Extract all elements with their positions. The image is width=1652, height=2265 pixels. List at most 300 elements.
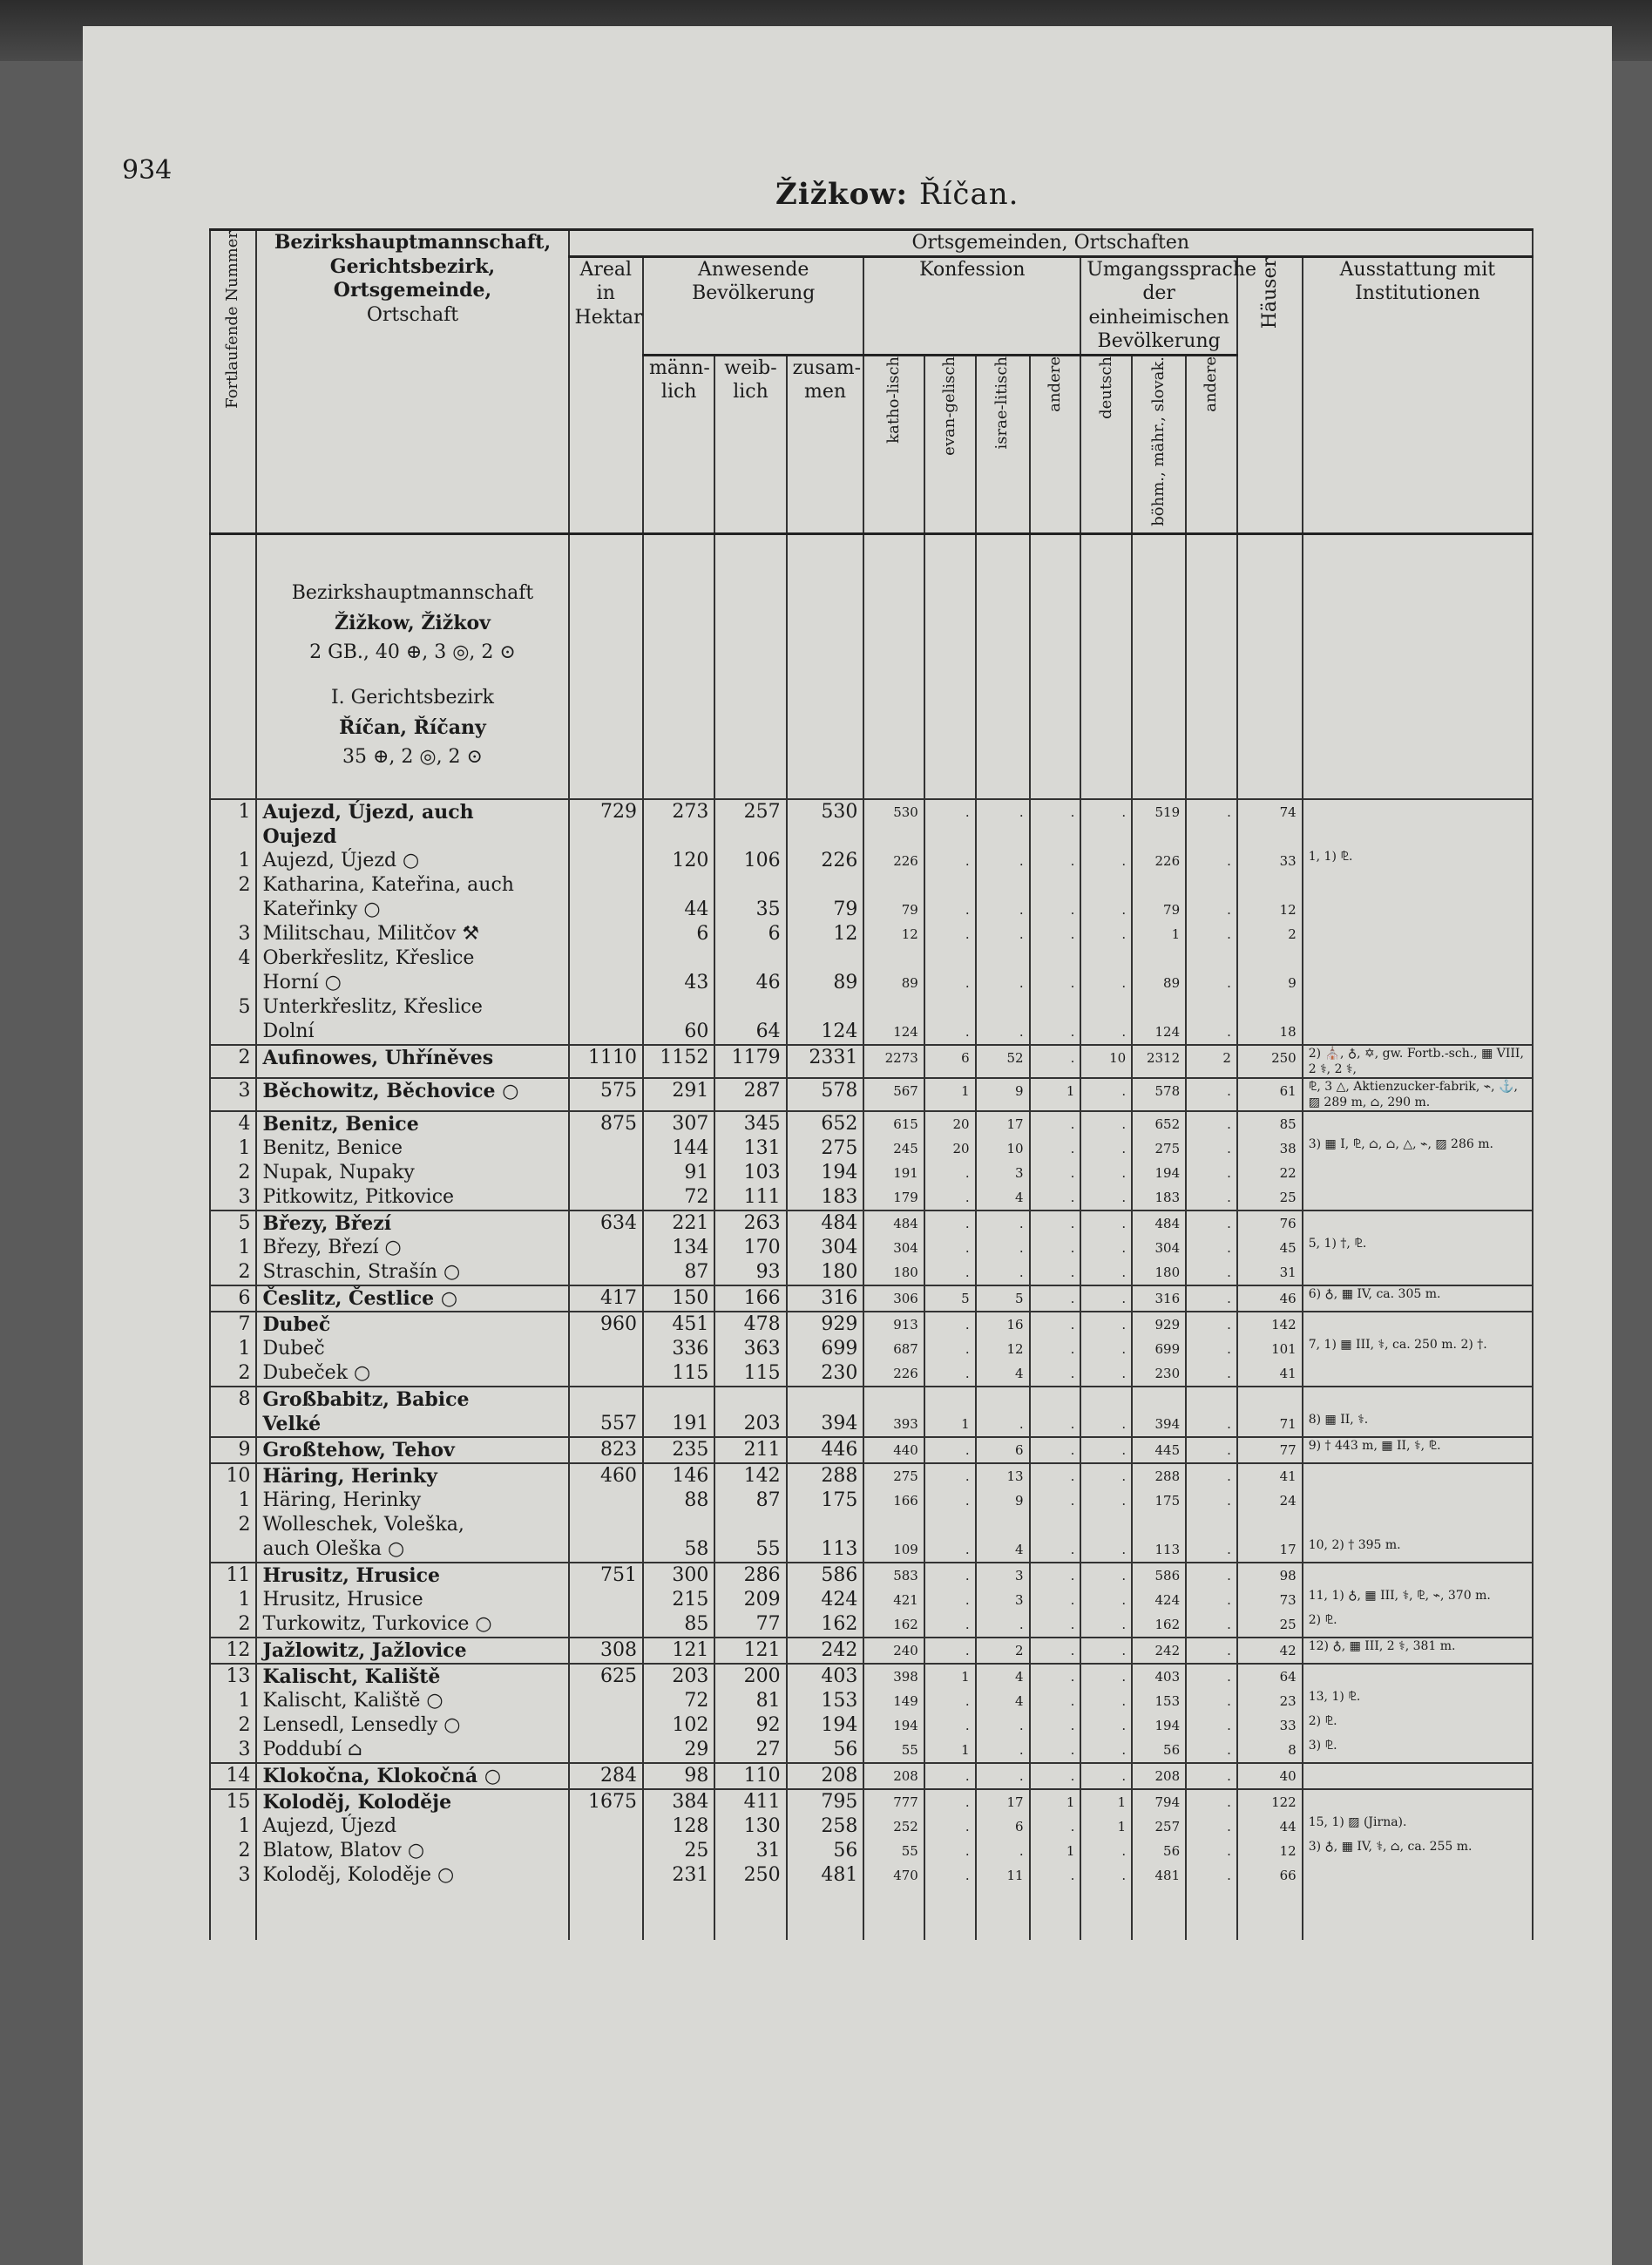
institutions-cell: 3) ⅊. — [1303, 1738, 1533, 1763]
institutions-cell — [1303, 873, 1533, 898]
other-confession-cell: . — [1030, 1111, 1081, 1136]
female-cell — [714, 1387, 786, 1412]
female-cell: 142 — [714, 1463, 786, 1489]
male-cell: 44 — [643, 898, 714, 922]
other-confession-cell: . — [1030, 1463, 1081, 1489]
german-cell: . — [1080, 1588, 1132, 1612]
row-number-cell: 3 — [210, 1078, 256, 1111]
female-cell — [714, 995, 786, 1020]
german-cell: . — [1080, 1537, 1132, 1563]
other-language-cell: . — [1186, 1638, 1237, 1664]
czech-cell: 578 — [1132, 1078, 1186, 1111]
israelite-cell: 5 — [976, 1285, 1030, 1312]
place-name-cell: Kalischt, Kaliště ○ — [256, 1689, 568, 1713]
catholic-cell: 226 — [863, 1361, 924, 1387]
other-confession-cell: . — [1030, 1863, 1081, 1888]
row-number-cell: 2 — [210, 1513, 256, 1537]
institutions-cell: 13, 1) ⅊. — [1303, 1689, 1533, 1713]
german-cell: . — [1080, 1337, 1132, 1361]
place-name-cell: Březy, Březí ○ — [256, 1236, 568, 1260]
table-row — [210, 1437, 1533, 1463]
czech-cell: 484 — [1132, 1210, 1186, 1236]
table-row — [210, 1136, 1533, 1161]
evangelical-cell — [924, 1387, 976, 1412]
israelite-cell: 2 — [976, 1638, 1030, 1664]
houses-cell: 41 — [1237, 1361, 1303, 1387]
institutions-cell — [1303, 1489, 1533, 1513]
israelite-cell: 3 — [976, 1563, 1030, 1588]
other-confession-cell: . — [1030, 1361, 1081, 1387]
area-cell: 729 — [569, 799, 644, 824]
female-cell: 92 — [714, 1713, 786, 1738]
other-language-cell: . — [1186, 1136, 1237, 1161]
area-cell — [569, 873, 644, 898]
total-cell: 316 — [787, 1285, 864, 1312]
row-number-cell: 12 — [210, 1638, 256, 1664]
czech-cell: 2312 — [1132, 1045, 1186, 1078]
total-cell: 652 — [787, 1111, 864, 1136]
male-cell: 1152 — [643, 1045, 714, 1078]
other-language-cell: . — [1186, 799, 1237, 824]
czech-cell: 304 — [1132, 1236, 1186, 1260]
other-language-cell: . — [1186, 1285, 1237, 1312]
catholic-cell: 567 — [863, 1078, 924, 1111]
area-cell — [569, 1863, 644, 1888]
total-cell: 162 — [787, 1612, 864, 1638]
czech-cell: 586 — [1132, 1563, 1186, 1588]
german-cell: . — [1080, 1463, 1132, 1489]
evangelical-cell: . — [924, 1361, 976, 1387]
catholic-cell: 777 — [863, 1789, 924, 1814]
evangelical-cell: 1 — [924, 1078, 976, 1111]
area-cell: 751 — [569, 1563, 644, 1588]
israelite-cell: 52 — [976, 1045, 1030, 1078]
male-cell: 235 — [643, 1437, 714, 1463]
other-confession-cell: . — [1030, 1437, 1081, 1463]
czech-cell: 288 — [1132, 1463, 1186, 1489]
area-cell: 284 — [569, 1763, 644, 1789]
male-cell: 115 — [643, 1361, 714, 1387]
czech-cell: 394 — [1132, 1412, 1186, 1437]
table-body — [210, 533, 1533, 1940]
houses-cell: 250 — [1237, 1045, 1303, 1078]
czech-cell: 519 — [1132, 799, 1186, 824]
other-confession-cell: . — [1030, 1285, 1081, 1312]
czech-cell: 242 — [1132, 1638, 1186, 1664]
table-row — [210, 1839, 1533, 1863]
other-language-cell: . — [1186, 1563, 1237, 1588]
czech-cell: 162 — [1132, 1612, 1186, 1638]
place-name-cell: Katharina, Kateřina, auch — [256, 873, 568, 898]
row-number-cell: 3 — [210, 1185, 256, 1210]
catholic-cell — [863, 1513, 924, 1537]
evangelical-cell: . — [924, 1437, 976, 1463]
other-language-cell: . — [1186, 1111, 1237, 1136]
czech-cell: 257 — [1132, 1814, 1186, 1839]
area-cell — [569, 1713, 644, 1738]
total-cell: 124 — [787, 1020, 864, 1045]
houses-cell: 77 — [1237, 1437, 1303, 1463]
area-cell — [569, 824, 644, 849]
evangelical-cell: . — [924, 1713, 976, 1738]
german-cell — [1080, 1513, 1132, 1537]
institutions-cell: 9) † 443 m, ▦ II, ⚕, ⅊. — [1303, 1437, 1533, 1463]
place-name-cell: Großbabitz, Babice — [256, 1387, 568, 1412]
place-name-cell: Pitkowitz, Pitkovice — [256, 1185, 568, 1210]
israelite-cell — [976, 1513, 1030, 1537]
table-row — [210, 1814, 1533, 1839]
czech-cell: 481 — [1132, 1863, 1186, 1888]
evangelical-cell: . — [924, 1839, 976, 1863]
german-cell: . — [1080, 1161, 1132, 1185]
male-cell: 60 — [643, 1020, 714, 1045]
other-confession-cell: . — [1030, 1664, 1081, 1689]
area-cell — [569, 1612, 644, 1638]
table-row — [210, 1412, 1533, 1437]
german-cell: . — [1080, 799, 1132, 824]
german-cell: . — [1080, 1689, 1132, 1713]
row-number-cell: 2 — [210, 1713, 256, 1738]
area-cell — [569, 1020, 644, 1045]
konfession-header: Konfession — [863, 256, 1080, 355]
total-cell: 180 — [787, 1260, 864, 1285]
male-cell: 72 — [643, 1689, 714, 1713]
total-cell: 304 — [787, 1236, 864, 1260]
catholic-cell: 530 — [863, 799, 924, 824]
male-cell: 336 — [643, 1337, 714, 1361]
houses-cell: 66 — [1237, 1863, 1303, 1888]
israelite-cell: 17 — [976, 1789, 1030, 1814]
place-name-cell: Oberkřeslitz, Křeslice — [256, 946, 568, 971]
houses-cell — [1237, 995, 1303, 1020]
catholic-cell: 166 — [863, 1489, 924, 1513]
german-cell: . — [1080, 1713, 1132, 1738]
german-cell: . — [1080, 1763, 1132, 1789]
table-row — [210, 824, 1533, 849]
other-confession-cell: . — [1030, 1738, 1081, 1763]
row-number-cell — [210, 898, 256, 922]
catholic-cell: 89 — [863, 971, 924, 995]
houses-cell: 44 — [1237, 1814, 1303, 1839]
institutions-cell — [1303, 1260, 1533, 1285]
houses-cell: 64 — [1237, 1664, 1303, 1689]
row-number-cell: 1 — [210, 1814, 256, 1839]
catholic-cell: 615 — [863, 1111, 924, 1136]
other-confession-cell: 1 — [1030, 1839, 1081, 1863]
area-cell: 1110 — [569, 1045, 644, 1078]
place-name-cell: Jažlowitz, Jažlovice — [256, 1638, 568, 1664]
german-cell: . — [1080, 1185, 1132, 1210]
place-name-cell: Dolní — [256, 1020, 568, 1045]
catholic-cell — [863, 1387, 924, 1412]
institutions-cell — [1303, 995, 1533, 1020]
german-cell: . — [1080, 1210, 1132, 1236]
institutions-cell — [1303, 1463, 1533, 1489]
houses-cell — [1237, 873, 1303, 898]
area-cell — [569, 849, 644, 873]
evangelical-cell: . — [924, 1537, 976, 1563]
houses-cell: 33 — [1237, 1713, 1303, 1738]
german-cell — [1080, 824, 1132, 849]
israelite-cell: 3 — [976, 1588, 1030, 1612]
other-confession-cell: 1 — [1030, 1078, 1081, 1111]
german-cell: . — [1080, 898, 1132, 922]
other-language-cell: . — [1186, 1260, 1237, 1285]
female-cell: 27 — [714, 1738, 786, 1763]
houses-cell — [1237, 946, 1303, 971]
table-row — [210, 1045, 1533, 1078]
total-cell — [787, 1513, 864, 1537]
female-cell — [714, 946, 786, 971]
row-number-cell — [210, 1020, 256, 1045]
evangelical-cell: . — [924, 849, 976, 873]
israelite-cell: . — [976, 849, 1030, 873]
other-confession-cell: . — [1030, 1814, 1081, 1839]
table-row — [210, 1689, 1533, 1713]
place-name-cell: Kalischt, Kaliště — [256, 1664, 568, 1689]
institutions-cell — [1303, 922, 1533, 946]
institutions-cell: 3) ▦ I, ⅊, ⌂, ⌂, △, ⌁, ▨ 286 m. — [1303, 1136, 1533, 1161]
male-cell: 121 — [643, 1638, 714, 1664]
german-cell: . — [1080, 1563, 1132, 1588]
institutions-cell — [1303, 1185, 1533, 1210]
female-cell: 211 — [714, 1437, 786, 1463]
other-language-cell: . — [1186, 898, 1237, 922]
total-cell: 175 — [787, 1489, 864, 1513]
german-cell: . — [1080, 1111, 1132, 1136]
total-cell: 446 — [787, 1437, 864, 1463]
table-row — [210, 971, 1533, 995]
other-confession-cell: . — [1030, 1612, 1081, 1638]
other-language-cell: . — [1186, 1537, 1237, 1563]
area-cell — [569, 1361, 644, 1387]
table-row — [210, 1185, 1533, 1210]
ausstattung-header: Ausstattung mit Institutionen — [1303, 256, 1533, 533]
czech-cell: 153 — [1132, 1689, 1186, 1713]
female-cell: 121 — [714, 1638, 786, 1664]
evangelical-cell: 20 — [924, 1136, 976, 1161]
catholic-cell — [863, 824, 924, 849]
houses-cell: 98 — [1237, 1563, 1303, 1588]
institutions-cell — [1303, 1020, 1533, 1045]
area-cell — [569, 1161, 644, 1185]
german-cell: . — [1080, 1312, 1132, 1337]
houses-cell: 41 — [1237, 1463, 1303, 1489]
israelite-cell: 16 — [976, 1312, 1030, 1337]
andere2-header: andere — [1186, 355, 1237, 533]
female-cell: 64 — [714, 1020, 786, 1045]
other-confession-cell: . — [1030, 1136, 1081, 1161]
houses-cell: 101 — [1237, 1337, 1303, 1361]
houses-cell: 85 — [1237, 1111, 1303, 1136]
houses-cell: 22 — [1237, 1161, 1303, 1185]
female-cell: 77 — [714, 1612, 786, 1638]
area-cell — [569, 1387, 644, 1412]
total-cell: 226 — [787, 849, 864, 873]
czech-cell: 316 — [1132, 1285, 1186, 1312]
israelite-cell: . — [976, 971, 1030, 995]
evangelical-cell: . — [924, 1337, 976, 1361]
table-row — [210, 1161, 1533, 1185]
kath-header: katho-lisch — [863, 355, 924, 533]
evangelical-cell: . — [924, 971, 976, 995]
total-cell: 481 — [787, 1863, 864, 1888]
row-number-cell: 1 — [210, 799, 256, 824]
place-name-cell: Velké — [256, 1412, 568, 1437]
houses-cell: 61 — [1237, 1078, 1303, 1111]
table-row — [210, 1738, 1533, 1763]
german-cell — [1080, 946, 1132, 971]
houses-cell: 8 — [1237, 1738, 1303, 1763]
place-name-cell: Benitz, Benice — [256, 1111, 568, 1136]
czech-cell: 445 — [1132, 1437, 1186, 1463]
evangelical-cell: 20 — [924, 1111, 976, 1136]
place-name-cell: Unterkřeslitz, Křeslice — [256, 995, 568, 1020]
catholic-cell: 252 — [863, 1814, 924, 1839]
institutions-cell — [1303, 1111, 1533, 1136]
female-cell: 250 — [714, 1863, 786, 1888]
total-cell: 258 — [787, 1814, 864, 1839]
area-cell — [569, 995, 644, 1020]
evangelical-cell: . — [924, 1763, 976, 1789]
female-cell: 1179 — [714, 1045, 786, 1078]
table-row — [210, 1537, 1533, 1563]
israelite-cell: 6 — [976, 1814, 1030, 1839]
other-confession-cell: . — [1030, 1185, 1081, 1210]
total-cell: 929 — [787, 1312, 864, 1337]
table-row — [210, 873, 1533, 898]
institutions-cell: 8) ▦ II, ⚕. — [1303, 1412, 1533, 1437]
female-cell: 55 — [714, 1537, 786, 1563]
institutions-cell — [1303, 1161, 1533, 1185]
row-number-cell: 15 — [210, 1789, 256, 1814]
female-cell — [714, 1513, 786, 1537]
other-language-cell — [1186, 946, 1237, 971]
evangelical-cell: . — [924, 922, 976, 946]
czech-cell — [1132, 1387, 1186, 1412]
total-cell: 12 — [787, 922, 864, 946]
institutions-cell: 15, 1) ▨ (Jirna). — [1303, 1814, 1533, 1839]
total-cell: 394 — [787, 1412, 864, 1437]
houses-cell: 142 — [1237, 1312, 1303, 1337]
total-cell: 699 — [787, 1337, 864, 1361]
institutions-cell — [1303, 1210, 1533, 1236]
total-cell: 2331 — [787, 1045, 864, 1078]
other-language-cell — [1186, 873, 1237, 898]
institutions-cell: 11, 1) ♁, ▦ III, ⚕, ⅊, ⌁, 370 m. — [1303, 1588, 1533, 1612]
place-name-cell: auch Oleška ○ — [256, 1537, 568, 1563]
other-language-cell: . — [1186, 1689, 1237, 1713]
place-name-cell: Koloděj, Koloděje — [256, 1789, 568, 1814]
houses-cell: 18 — [1237, 1020, 1303, 1045]
row-number-cell: 13 — [210, 1664, 256, 1689]
table-row — [210, 1612, 1533, 1638]
row-number-cell: 5 — [210, 1210, 256, 1236]
israelite-cell: . — [976, 1763, 1030, 1789]
evangelical-cell: . — [924, 1863, 976, 1888]
other-confession-cell: . — [1030, 922, 1081, 946]
male-cell: 451 — [643, 1312, 714, 1337]
other-confession-cell — [1030, 946, 1081, 971]
male-cell — [643, 946, 714, 971]
female-cell: 31 — [714, 1839, 786, 1863]
other-confession-cell: . — [1030, 1537, 1081, 1563]
evangelical-cell: . — [924, 1312, 976, 1337]
other-language-cell — [1186, 824, 1237, 849]
other-confession-cell: . — [1030, 1020, 1081, 1045]
place-name-cell: Oujezd — [256, 824, 568, 849]
evangelical-cell: . — [924, 1236, 976, 1260]
male-cell: 215 — [643, 1588, 714, 1612]
male-cell: 88 — [643, 1489, 714, 1513]
female-cell: 115 — [714, 1361, 786, 1387]
other-language-cell: . — [1186, 1210, 1237, 1236]
evangelical-cell: . — [924, 1210, 976, 1236]
table-row — [210, 1664, 1533, 1689]
place-name-cell: Poddubí ⌂ — [256, 1738, 568, 1763]
female-cell: 35 — [714, 898, 786, 922]
german-cell: . — [1080, 1020, 1132, 1045]
total-cell: 194 — [787, 1713, 864, 1738]
houses-cell — [1237, 1387, 1303, 1412]
female-cell: 87 — [714, 1489, 786, 1513]
catholic-cell: 687 — [863, 1337, 924, 1361]
israelite-cell: 12 — [976, 1337, 1030, 1361]
male-cell: 146 — [643, 1463, 714, 1489]
place-name-cell: Kateřinky ○ — [256, 898, 568, 922]
israelite-cell: 9 — [976, 1078, 1030, 1111]
area-cell: 625 — [569, 1664, 644, 1689]
area-cell — [569, 1814, 644, 1839]
german-cell: . — [1080, 1260, 1132, 1285]
other-language-cell: . — [1186, 1489, 1237, 1513]
intro-row — [210, 533, 1533, 799]
total-cell: 194 — [787, 1161, 864, 1185]
female-cell: 287 — [714, 1078, 786, 1111]
page-number: 934 — [122, 155, 173, 186]
area-cell: 823 — [569, 1437, 644, 1463]
other-confession-cell: . — [1030, 1045, 1081, 1078]
row-number-cell — [210, 1537, 256, 1563]
male-cell: 307 — [643, 1111, 714, 1136]
czech-cell: 183 — [1132, 1185, 1186, 1210]
catholic-cell: 306 — [863, 1285, 924, 1312]
evangelical-cell: . — [924, 799, 976, 824]
other-language-cell: . — [1186, 1863, 1237, 1888]
evangelical-cell: 5 — [924, 1285, 976, 1312]
evangelical-cell: . — [924, 1563, 976, 1588]
german-cell — [1080, 1387, 1132, 1412]
other-language-cell: . — [1186, 1612, 1237, 1638]
other-confession-cell: . — [1030, 1236, 1081, 1260]
other-language-cell: . — [1186, 1763, 1237, 1789]
israelite-cell: 4 — [976, 1185, 1030, 1210]
german-cell: 1 — [1080, 1814, 1132, 1839]
catholic-cell: 245 — [863, 1136, 924, 1161]
israelite-cell: 4 — [976, 1664, 1030, 1689]
place-name-cell: Nupak, Nupaky — [256, 1161, 568, 1185]
male-cell: 91 — [643, 1161, 714, 1185]
male-cell: 384 — [643, 1789, 714, 1814]
german-cell: . — [1080, 1236, 1132, 1260]
female-cell: 203 — [714, 1412, 786, 1437]
place-name-cell: Häring, Herinky — [256, 1489, 568, 1513]
evangelical-cell: . — [924, 1689, 976, 1713]
german-cell: . — [1080, 849, 1132, 873]
houses-cell: 12 — [1237, 1839, 1303, 1863]
table-row — [210, 1337, 1533, 1361]
female-cell: 130 — [714, 1814, 786, 1839]
